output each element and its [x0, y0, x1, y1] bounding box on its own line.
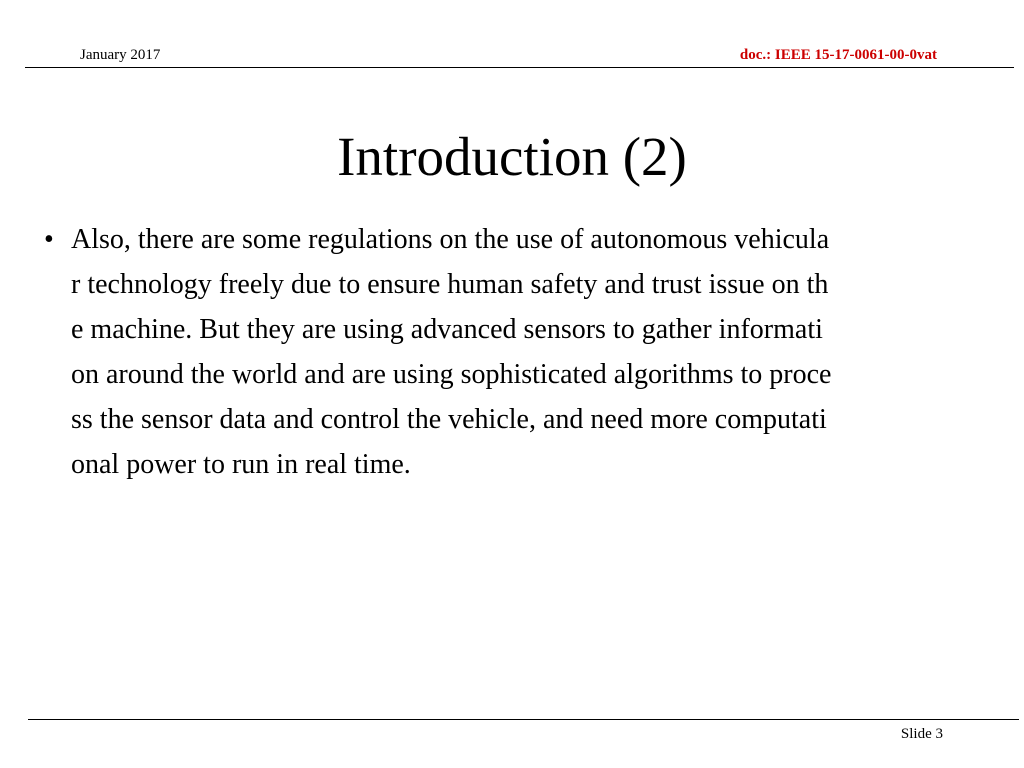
slide-number: Slide 3	[900, 726, 943, 742]
bullet-text-line: on around the world and are using sophisticated algorithms to proce	[71, 359, 832, 390]
bullet-icon: •	[44, 224, 54, 255]
bullet-item	[44, 217, 1004, 487]
bullet-text-line: onal power to run in real time.	[71, 449, 411, 480]
bullet-list	[44, 217, 1004, 487]
bullet-text-line: e machine. But they are using advanced sensors to gather informati	[71, 314, 823, 345]
bullet-text-line: ss the sensor data and control the vehicle, and need more computati	[71, 404, 827, 435]
header-divider	[25, 67, 1014, 68]
bullet-text-line: Also, there are some regulations on the use of autonomous vehicula	[71, 224, 830, 255]
header-date: January 2017	[80, 47, 161, 63]
footer-divider	[28, 719, 1019, 720]
slide-title: Introduction (2)	[337, 126, 687, 187]
document-id: doc.: IEEE 15-17-0061-00-0vat	[739, 47, 937, 63]
bullet-text-line: r technology freely due to ensure human safety and trust issue on th	[71, 269, 829, 300]
